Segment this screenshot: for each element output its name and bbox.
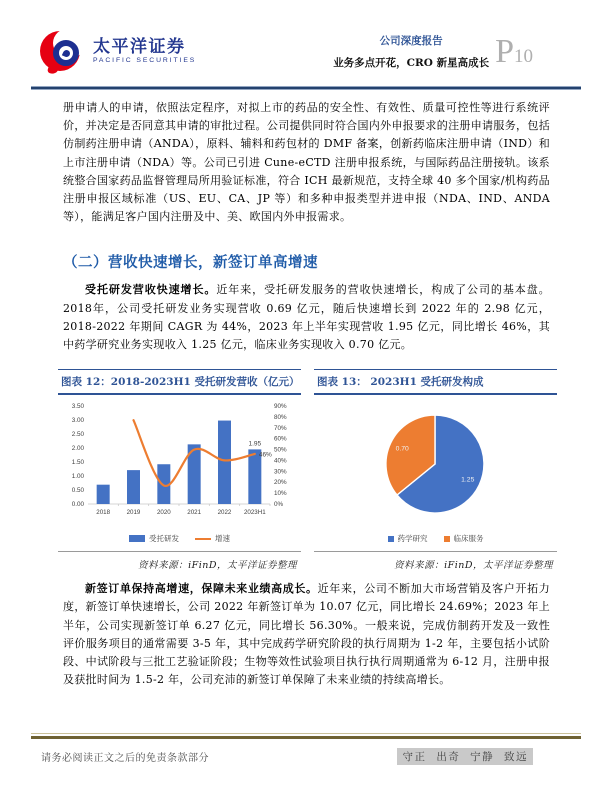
svg-text:2018: 2018	[96, 509, 111, 517]
svg-text:3.00: 3.00	[71, 417, 84, 425]
logo-name-en: PACIFIC SECURITIES	[93, 57, 197, 65]
svg-text:2020: 2020	[156, 509, 171, 517]
pie-slice1-swatch	[388, 536, 394, 542]
section-heading: （二）营收快速增长，新签订单高增速	[63, 254, 318, 272]
svg-text:2019: 2019	[126, 509, 141, 517]
footer-disclaimer: 请务必阅读正文之后的免责条款部分	[41, 753, 209, 764]
pie-slice2-swatch	[444, 536, 450, 542]
svg-text:0%: 0%	[274, 501, 284, 509]
svg-text:90%: 90%	[274, 403, 287, 411]
figures-row	[58, 369, 581, 571]
line-series-swatch	[195, 538, 211, 540]
report-type: 公司深度报告	[379, 35, 443, 47]
svg-text:1.95: 1.95	[248, 440, 262, 448]
svg-text:10%: 10%	[274, 490, 287, 498]
svg-text:80%: 80%	[274, 414, 287, 422]
svg-text:46%: 46%	[258, 451, 272, 459]
svg-text:2.00: 2.00	[71, 445, 84, 453]
pie-slice1-label: 药学研究	[397, 534, 428, 544]
figure-13-composition-chart	[314, 369, 557, 571]
svg-text:70%: 70%	[274, 425, 287, 433]
svg-text:1.50: 1.50	[71, 459, 84, 467]
svg-text:2021: 2021	[187, 509, 202, 517]
figure-12-revenue-chart	[58, 369, 301, 571]
page-header	[40, 27, 581, 75]
paragraph-lead: 新签订单保持高增速，保障未来业绩高成长。	[85, 582, 318, 596]
svg-text:60%: 60%	[274, 435, 287, 443]
page-number: P10	[495, 33, 533, 70]
svg-text:20%: 20%	[274, 479, 287, 487]
svg-text:50%: 50%	[274, 446, 287, 454]
page-footer	[31, 733, 581, 765]
report-title: 业务多点开花，CRO 新星高成长	[333, 57, 490, 69]
logo-mark-icon	[40, 27, 86, 75]
figure-12-source: 资料来源：iFinD，太平洋证券整理	[138, 560, 297, 572]
pacific-securities-logo	[40, 27, 196, 75]
bar-line-chart	[58, 398, 301, 532]
svg-text:40%: 40%	[274, 457, 287, 465]
bar-series-swatch	[129, 535, 145, 542]
figure-12-legend	[58, 533, 301, 544]
paragraph-registration-services: 册申请人的申请，依照法定程序，对拟上市的药品的安全性、有效性、质量可控性等进行系统评价，并决定是否同意其申请的审批过程。公司提供同时符合国内外申报要求的注册申请服务，包括仿制药注册申请（ANDA），原料、辅料和药包材的 DMF 备案，创新药临床注册申请（IND）和上市注册申请（NDA）等。公司已引进 Cune-eCTD 注册申报系统，与国际药品注册接轨。该系统整合国家药品监督管理局所用验证标准，符合 ICH 最新规范，支持全球 40 多个国家/机构药品注册申报区域标准（US、EU、CA、JP 等）和多种申报类型并进申报（NDA、IND、ANDA 等），能满足客户国内注册及中、美、欧国内外申报需求。	[63, 101, 550, 224]
header-right	[333, 33, 581, 70]
svg-text:30%: 30%	[274, 468, 287, 476]
svg-text:2022: 2022	[217, 509, 232, 517]
svg-text:0.50: 0.50	[71, 487, 84, 495]
line-series-label: 增速	[215, 534, 230, 544]
pie-chart	[314, 398, 557, 532]
logo-name-cn: 太平洋证券	[93, 36, 186, 56]
svg-text:0.00: 0.00	[71, 501, 84, 509]
svg-text:0.70: 0.70	[395, 445, 409, 453]
svg-text:1.25: 1.25	[461, 476, 475, 484]
bar-series-label: 受托研发	[149, 534, 179, 544]
footer-motto: 守正 出奇 宁静 致远	[397, 748, 533, 765]
figure-12-title: 图表 12：2018-2023H1 受托研发营收（亿元）	[58, 369, 301, 395]
figure-13-title: 图表 13： 2023H1 受托研发构成	[314, 369, 557, 395]
svg-text:2023H1: 2023H1	[243, 509, 266, 517]
figure-13-source: 资料来源：iFinD，太平洋证券整理	[394, 560, 553, 572]
svg-text:3.50: 3.50	[71, 403, 84, 411]
pie-slice2-label: 临床服务	[453, 534, 484, 544]
paragraph-lead: 受托研发营收快速增长。	[85, 283, 217, 297]
svg-text:2.50: 2.50	[71, 431, 84, 439]
paragraph-new-orders: 新签订单保持高增速，保障未来业绩高成长。近年来，公司不断加大市场营销及客户开拓力度，新签订单快速增长，公司 2022 年新签订单为 10.07 亿元，同比增长 24.69%；2023 年上半年，公司实现新签订单 6.27 亿元，同比增长 56.30%。一般来说，完成仿制药开发及一致性评价服务项目的通常需要 3-5 年，其中完成药学研究阶段的执行周期为 1-2 年，主要包括小试阶段、中试阶段与三批工艺验证阶段；生物等效性试验项目执行执行周期通常为 6-12 月，注册申报及获批时间为 1.5-2 年，公司充沛的新签订单保障了未来业绩的持续高增长。	[63, 582, 551, 687]
header-divider	[31, 86, 581, 90]
figure-13-legend	[314, 533, 557, 544]
footer-divider-thin	[31, 733, 581, 734]
svg-text:1.00: 1.00	[71, 473, 84, 481]
paragraph-revenue-growth: 受托研发营收快速增长。近年来，受托研发服务的营收快速增长，构成了公司的基本盘。2018年，公司受托研发业务实现营收 0.69 亿元，随后快速增长到 2022 年的 2.98 亿元，2018-2022 年期间 CAGR 为 44%，2023 年上半年实现营收 1.95 亿元，同比增长 46%，其中药学研究业务实现收入 1.25 亿元，临床业务实现收入 0.70 亿元。	[63, 283, 550, 352]
footer-divider-thick	[31, 736, 581, 739]
